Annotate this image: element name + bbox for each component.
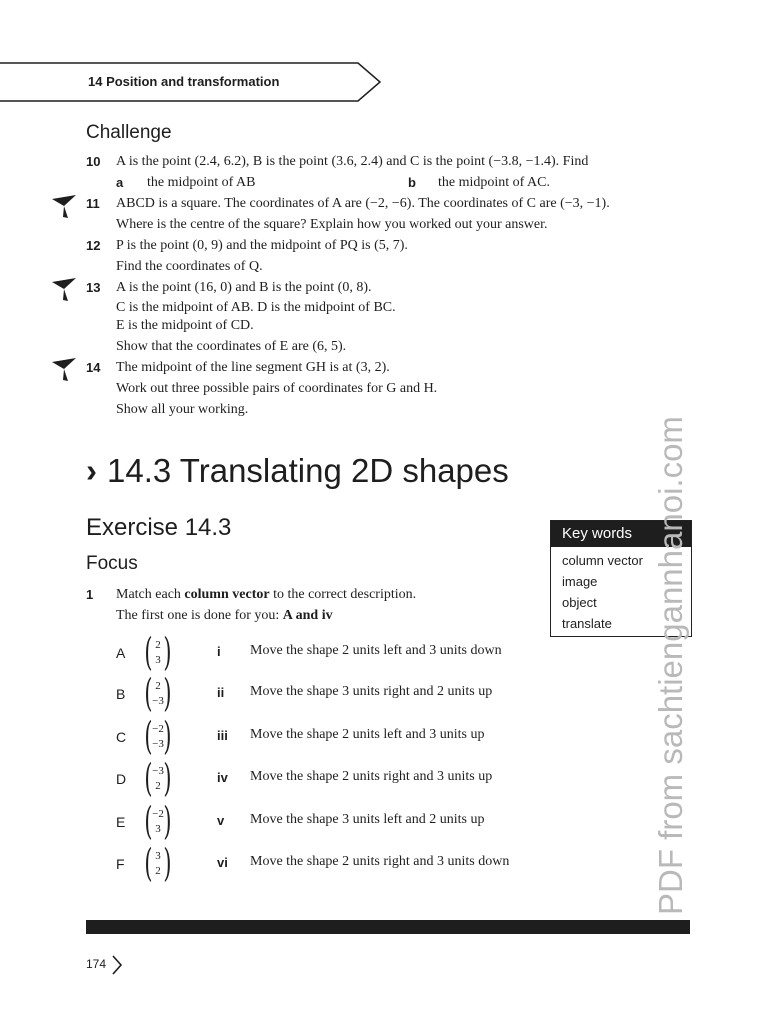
left-bracket: ( [144,841,153,885]
key-word: object [562,595,597,610]
reasoning-flag-icon [50,193,78,219]
text-run: to the correct description. [269,587,417,602]
vector-bottom: 2 [155,780,161,792]
question-text [116,587,416,603]
question-text: The midpoint of the line segment GH is at (3, 2). [116,360,390,375]
question-number: 14 [86,360,101,375]
left-bracket: ( [144,799,153,843]
question-number: 10 [86,154,101,169]
description-text: Move the shape 2 units right and 3 units up [250,769,493,784]
chevron-right-icon [111,954,123,976]
description-numeral: vi [217,855,228,870]
vector-bottom: 3 [155,654,161,666]
description-text: Move the shape 2 units left and 3 units down [250,643,502,658]
vector-top: −3 [152,765,164,777]
part-label: a [116,175,124,190]
vector-top: 3 [155,850,161,862]
right-bracket: ) [163,841,172,885]
right-bracket: ) [163,799,172,843]
text-run: Match each [116,587,185,602]
description-text: Move the shape 2 units right and 3 units down [250,854,510,869]
vector-bottom: 2 [155,865,161,877]
section-chevron-icon: › [86,452,97,489]
challenge-heading: Challenge [86,122,172,143]
footer-bar [86,920,690,934]
vector-letter: C [116,729,127,745]
right-bracket: ) [163,714,172,758]
reasoning-flag-icon [50,356,78,382]
question-text: Work out three possible pairs of coordinates for G and H. [116,381,438,396]
key-word: translate [562,616,612,631]
part-text: the midpoint of AC. [438,175,550,190]
question-number: 11 [86,196,100,211]
reasoning-flag-icon [50,276,78,302]
key-word: column vector [562,553,643,568]
column-vector [144,841,172,885]
vector-letter: D [116,771,127,787]
focus-heading: Focus [86,553,138,574]
question-text: A is the point (16, 0) and B is the point (0, 8). [116,280,372,295]
text-run: The first one is done for you: [116,608,283,623]
description-numeral: ii [217,685,225,700]
description-text: Move the shape 3 units right and 2 units up [250,684,493,699]
description-numeral: iii [217,728,228,743]
question-number: 12 [86,238,101,253]
page-number: 174 [86,957,107,971]
part-text: the midpoint of AB [147,175,256,190]
section-heading [86,452,509,490]
question-number: 13 [86,280,101,295]
vector-bottom: 3 [155,823,161,835]
vector-top: 2 [155,639,161,651]
description-numeral: i [217,644,221,659]
left-bracket: ( [144,756,153,800]
question-text [116,608,333,624]
right-bracket: ) [163,630,172,674]
question-text: P is the point (0, 9) and the midpoint of PQ is (5, 7). [116,238,408,253]
question-text: Show all your working. [116,402,249,417]
key-words-heading: Key words [551,521,691,547]
vector-letter: E [116,814,126,830]
bold-term: column vector [184,587,270,602]
left-bracket: ( [144,671,153,715]
part-label: b [408,175,416,190]
watermark-text: PDF from sachtiengannhanoi.com [652,416,689,915]
question-text: Find the coordinates of Q. [116,259,263,274]
chapter-header-label: 14 Position and transformation [88,74,280,89]
question-text: E is the midpoint of CD. [116,318,254,333]
question-number: 1 [86,587,94,602]
vector-bottom: −3 [152,738,164,750]
vector-top: 2 [155,680,161,692]
column-vector [144,630,172,674]
column-vector [144,714,172,758]
description-text: Move the shape 3 units left and 2 units up [250,812,485,827]
key-word: image [562,574,598,589]
description-numeral: iv [217,770,228,785]
question-text: ABCD is a square. The coordinates of A are (−2, −6). The coordinates of C are (−3, −1). [116,196,610,211]
vector-bottom: −3 [152,695,164,707]
right-bracket: ) [163,671,172,715]
description-text: Move the shape 2 units left and 3 units up [250,727,485,742]
description-numeral: v [217,813,225,828]
vector-top: −2 [152,808,164,820]
left-bracket: ( [144,714,153,758]
exercise-heading: Exercise 14.3 [86,514,232,541]
left-bracket: ( [144,630,153,674]
vector-letter: B [116,686,126,702]
question-text: A is the point (2.4, 6.2), B is the point (3.6, 2.4) and C is the point (−3.8, −1.4). Find [116,154,589,169]
vector-letter: F [116,856,125,872]
question-text: Where is the centre of the square? Explain how you worked out your answer. [116,217,548,232]
column-vector [144,756,172,800]
bold-term: A and iv [282,608,333,623]
right-bracket: ) [163,756,172,800]
vector-top: −2 [152,723,164,735]
vector-letter: A [116,645,126,661]
column-vector [144,799,172,843]
question-text: C is the midpoint of AB. D is the midpoint of BC. [116,300,396,315]
question-text: Show that the coordinates of E are (6, 5). [116,339,347,354]
section-title-text: 14.3 Translating 2D shapes [107,452,509,489]
column-vector [144,671,172,715]
